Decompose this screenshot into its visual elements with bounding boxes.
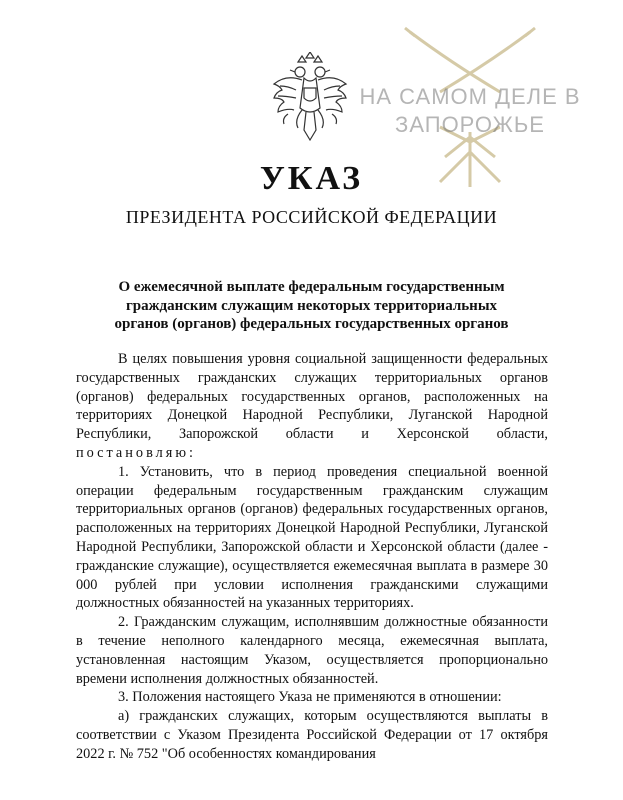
double-headed-eagle-icon	[268, 52, 352, 148]
preamble-text: В целях повышения уровня социальной защищенности федеральных государственных гражданских служащих территориальных органов (органов) федеральных государственных органов, расположенных на территориях Донецкой Народной Республики, Луганской Народной Республики, Запорожской области и Херсонской области,	[76, 351, 548, 443]
heading-line-2: гражданским служащим некоторых территориальных	[125, 297, 498, 314]
watermark-line-2: ЗАПОРОЖЬЕ	[395, 112, 545, 137]
watermark-line-1: НА САМОМ ДЕЛЕ В	[359, 84, 581, 109]
heading-line-3: органов (органов) федеральных государственных органов	[114, 316, 509, 332]
paragraph-3a: а) гражданских служащих, которым осуществляются выплаты в соответствии с Указом Президента Российской Федерации от 17 октября 2022 г. № 752 "Об особенностях командирования	[76, 708, 548, 762]
decree-verb: постановляю:	[76, 444, 196, 461]
document-issuer: ПРЕЗИДЕНТА РОССИЙСКОЙ ФЕДЕРАЦИИ	[125, 207, 498, 227]
paragraph-3: 3. Положения настоящего Указа не применяются в отношении:	[118, 689, 502, 706]
decree-body	[76, 350, 548, 764]
paragraph-preamble	[76, 350, 548, 463]
paragraph-2: 2. Гражданским служащим, исполнявшим должностные обязанности в течение неполного календарного месяца, ежемесячная выплата, установленная настоящим Указом, осуществляется пропорционально времени исполнения должностных обязанностей.	[76, 614, 548, 687]
decree-heading	[80, 278, 543, 334]
document-title: УКАЗ	[259, 160, 364, 197]
paragraph-1: 1. Установить, что в период проведения специальной военной операции федеральным государственным гражданским служащим территориальных органов (органов) федеральных государственных органов, расположенных на территориях Донецкой Народной Республики, Луганской Народной Республики, Запорожской области и Херсонской области (далее - гражданские служащие), осуществляется ежемесячная выплата в размере 30 000 рублей при условии исполнения гражданскими служащими должностных обязанностей на указанных территориях.	[76, 463, 548, 612]
heading-line-1: О ежемесячной выплате федеральным государственным	[118, 279, 505, 295]
